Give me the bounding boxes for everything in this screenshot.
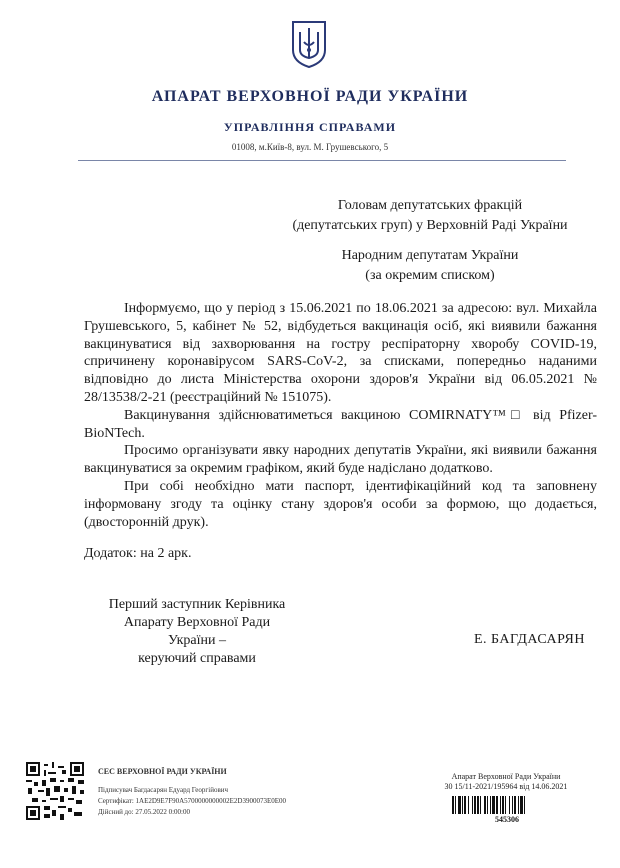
registration-stamp	[426, 772, 586, 792]
electronic-signature-stamp	[98, 766, 308, 818]
recipient-block-factions	[280, 196, 580, 236]
body-paragraph: Інформуємо, що у період з 15.06.2021 по 18.06.2021 за адресою: вул. Михайла Грушевського, 5, кабінет № 52, відбудеться вакцинація осіб, які виявили бажання вакцинуватися від захворювання на гостру респіраторну хворобу COVID-19, спричинену коронавірусом SARS-CoV-2, за списками, попередньо наданими відповідно до листа Міністерства охорони здоров'я України від 06.05.2021 № 28/13538/2-21 (реєстраційний № 151075).	[84, 301, 597, 405]
reg-number: 30 15/11-2021/195964 від 14.06.2021	[444, 782, 568, 791]
recipient-block-deputies	[280, 246, 580, 286]
recipient-line: Головам депутатських фракцій	[337, 198, 523, 213]
recipient-line: (депутатських груп) у Верховній Раді України	[292, 218, 568, 233]
signatory-name: Е. БАГДАСАРЯН	[474, 632, 585, 647]
header-divider	[78, 160, 566, 161]
qr-code-icon	[26, 762, 84, 820]
organization-address: 01008, м.Київ-8, вул. М. Грушевського, 5	[231, 142, 389, 152]
esig-signer: Підписувач Багдасарян Едуард Георгійович	[98, 786, 229, 794]
position-line: керуючий справами	[138, 651, 256, 666]
recipient-line: (за окремим списком)	[365, 268, 495, 283]
letter-body	[84, 300, 597, 531]
department-title: УПРАВЛІННЯ СПРАВАМИ	[223, 120, 397, 134]
barcode-icon	[452, 796, 562, 814]
attachment-note: Додаток: на 2 арк.	[84, 546, 192, 561]
organization-title: АПАРАТ ВЕРХОВНОЇ РАДИ УКРАЇНИ	[151, 88, 469, 105]
coat-of-arms-icon	[290, 20, 328, 68]
position-line: Апарату Верховної Ради України –	[123, 615, 271, 648]
body-paragraph: Просимо організувати явку народних депутатів України, які виявили бажання вакцинуватися за окремим графіком, який буде надіслано додатково.	[84, 443, 597, 477]
barcode-number: 545306	[495, 815, 519, 824]
esig-valid-until: Дійсний до: 27.05.2022 0:00:00	[98, 808, 190, 816]
body-paragraph: Вакцинування здійснюватиметься вакциною COMIRNATY™□ від Pfizer-BioNTech.	[84, 407, 597, 441]
position-line: Перший заступник Керівника	[108, 597, 286, 612]
signatory-position	[104, 596, 290, 668]
recipient-line: Народним депутатам України	[341, 248, 519, 263]
body-paragraph: При собі необхідно мати паспорт, ідентифікаційний код та заповнену інформовану згоду та оцінку стану здоров'я особи за формою, що додається, (двосторонній друк).	[84, 478, 597, 530]
esig-title: СЕС ВЕРХОВНОЇ РАДИ УКРАЇНИ	[98, 767, 227, 776]
esig-certificate: Сертифікат: 1AE2D9E7F90A5700000000002E2D3900073E0E00	[98, 797, 287, 805]
reg-organization: Апарат Верховної Ради України	[451, 772, 561, 781]
